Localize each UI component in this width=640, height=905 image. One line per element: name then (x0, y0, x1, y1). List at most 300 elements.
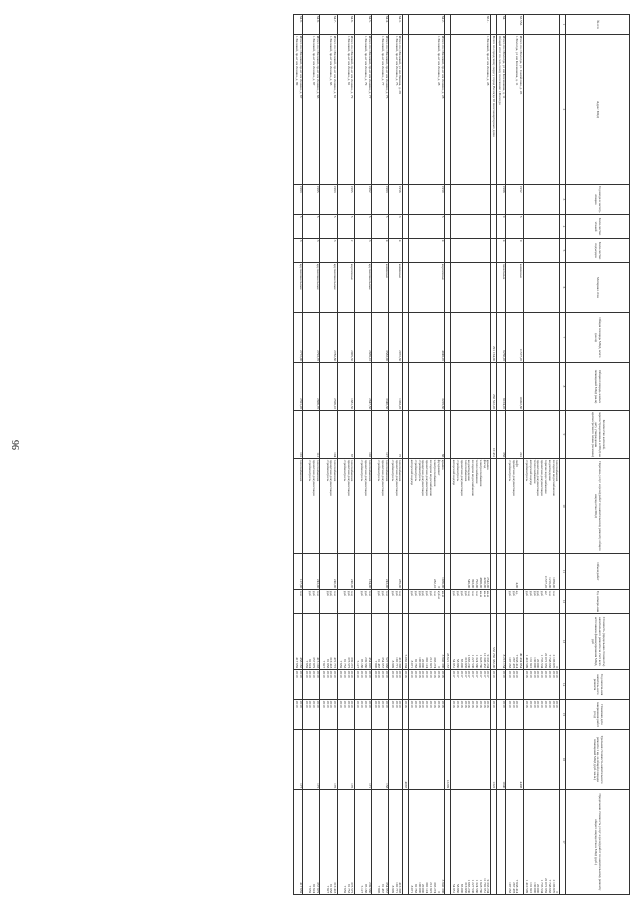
cell-end: 2019 2019 2019 2019 2019 2019 2019 2019 2018 (523, 670, 559, 700)
cell-unitcost: 1322 (491, 730, 497, 790)
cell-end: 2019 2019 2019 (389, 670, 402, 700)
cell-plan: 2019 (491, 700, 497, 730)
cell-vol: 243,00 (372, 554, 389, 590)
cell-vol: 243,00 (303, 554, 320, 590)
cell-entr (402, 239, 408, 263)
cell-addr: Итого по г.Великий, пр-кт им Ленина, д. 28 г. Великий, пр-кт им Ленина, д. 28 (408, 35, 444, 185)
cell-mat: крупнопанельные (303, 263, 320, 313)
cell-area: 291 164,90 (491, 313, 497, 363)
cell-no (402, 15, 408, 35)
capital-repair-table (293, 14, 630, 895)
table-row (408, 15, 444, 895)
cell-mat: каменные (389, 263, 402, 313)
cell-addr (523, 35, 559, 185)
cell-living (450, 363, 490, 411)
cell-end: 2018 2018 2018 2019 2019 2019 2018 2019 2019 (408, 670, 444, 700)
table-body (293, 15, 559, 895)
cell-mat: крупнопанельные (320, 263, 337, 313)
cell-floors: 5 (408, 215, 444, 239)
cell-people: 104 (320, 411, 337, 459)
cell-addr: г. Великий, пр-кт им Ленина, д. 28 (450, 35, 490, 185)
cell-mat (445, 263, 451, 313)
cell-floors: 5 (293, 215, 303, 239)
column-number: 4 (560, 215, 566, 239)
column-header: Коли-чество этажей (566, 215, 630, 239)
column-header: Год оконча-ния капиталь-ного ремонта (566, 670, 630, 700)
cell-unit: ед. руб руб (506, 590, 523, 614)
cell-people: 72 (389, 411, 402, 459)
column-number: 5 (560, 239, 566, 263)
column-header: Перечень услуг и (или) работ по капитальному ремонту общего имущества МКД (566, 459, 630, 554)
cell-people (523, 411, 559, 459)
cell-no: 64.6. (337, 15, 354, 35)
cell-floors: 9 (496, 215, 506, 239)
column-header: Общая площадь жилых помещений МКД (кв.м) (566, 363, 630, 411)
table-row (389, 15, 402, 895)
cell-entr: 4 (496, 239, 506, 263)
cell-mat: каменные (372, 263, 389, 313)
cell-entr (491, 239, 497, 263)
cell-area: 2839,10 (355, 313, 372, 363)
table-row (372, 15, 389, 895)
cell-end: 2019 2019 2019 2019 (355, 670, 372, 700)
table-row (523, 15, 559, 895)
cell-limit (445, 790, 451, 895)
cell-floors (402, 215, 408, 239)
cell-living: 2596,10 (320, 363, 337, 411)
table-header-row (566, 15, 630, 895)
cell-year: 1963 (372, 185, 389, 215)
table-row (337, 15, 354, 895)
cell-floors (445, 215, 451, 239)
cell-cost: 49 434 854 7 838 414 267 478 107 263 (506, 614, 523, 670)
cell-floors (523, 215, 559, 239)
cell-limit: 416 398 102 771 8 909 (389, 790, 402, 895)
cell-unitcost: 176 (320, 730, 337, 790)
cell-floors: 3 (389, 215, 402, 239)
cell-plan: 2019 2019 2019 (389, 700, 402, 730)
column-header: Ед. измере-ния (566, 590, 630, 614)
cell-unitcost: 4498 (506, 730, 523, 790)
cell-area (523, 313, 559, 363)
cell-unit: кв.м кв.м кв.м п.м п.м п.м руб руб руб руб (450, 590, 490, 614)
column-header: Коли-чество подъездов (566, 239, 630, 263)
cell-year: 1988 (496, 185, 506, 215)
cell-mat (402, 263, 408, 313)
column-number: 16 (560, 730, 566, 790)
cell-mat (523, 263, 559, 313)
cell-mat: кирпичные (337, 263, 354, 313)
cell-end (445, 670, 451, 700)
cell-entr (523, 239, 559, 263)
cell-people (445, 411, 451, 459)
cell-cost: 415 103 357 879 92 624 7 659 (303, 614, 320, 670)
cell-works: крыша фундамент электроснабжение холодное водоснабжение проектная документация проектная документация стройконтроль стройконтроль авторский надзор (408, 459, 444, 554)
cell-cost: 28 621 157 (445, 614, 451, 670)
cell-year (450, 185, 490, 215)
column-header: Материал стен (566, 263, 630, 313)
cell-addr: Итого по г.Великий, пр-кт им Ленина, д. 75 г. Великий, пр-кт им Ленина, д. 77 (372, 35, 389, 185)
cell-mat: каменные (506, 263, 523, 313)
table-row (355, 15, 372, 895)
cell-end: 2019 2019 2019 2019 (337, 670, 354, 700)
cell-limit: 7 838 414 267 478 107 263 (506, 790, 523, 895)
cell-living: 250 522,20 (491, 363, 497, 411)
cell-works (402, 459, 408, 554)
cell-people: 66 (408, 411, 444, 459)
column-number: 6 (560, 263, 566, 313)
cell-no (523, 15, 559, 35)
cell-area (402, 313, 408, 363)
cell-living (523, 363, 559, 411)
cell-vol: 4,00 (506, 554, 523, 590)
cell-limit: 9 333 234 11 702 951 1 828 780 1 324 580 1 227 536 1 665 230 316 836 65 000 58 860 54 851 (450, 790, 490, 895)
cell-plan: 2019 2019 2019 2019 (320, 700, 337, 730)
cell-limit: 239 560 95 186 5 127 (355, 790, 372, 895)
cell-unit: п.м руб руб (372, 590, 389, 614)
cell-unitcost: 1040 (496, 730, 506, 790)
cell-no: 66.1. (450, 15, 490, 35)
cell-area: 2772,00 (293, 313, 303, 363)
cell-unitcost (408, 730, 444, 790)
cell-floors: 5 (320, 215, 337, 239)
cell-limit: 0 2 196 870 7 748 683 22 072 959 1 735 534 20 000 130 000 131 822 1 410 509 (523, 790, 559, 895)
cell-living: 2591,20 (293, 363, 303, 411)
column-header: Удельная стоимость капитального ремонта 1 кв. м общей площади помещений МКД (руб./кв.м.) (566, 730, 630, 790)
cell-limit: 373 575 91 753 7 659 (337, 790, 354, 895)
cell-cost: 5 062 084 (402, 614, 408, 670)
cell-cost: 8 213 154 (496, 614, 506, 670)
cell-living (402, 363, 408, 411)
page-number: 96 (11, 440, 22, 450)
cell-no: 64.5. (355, 15, 372, 35)
cell-limit: 354 957 91 467 7 896 (372, 790, 389, 895)
cell-area: 9250,20 (496, 313, 506, 363)
cell-no: 64.7. (320, 15, 337, 35)
cell-vol (491, 554, 497, 590)
cell-plan: 2019 2019 2019 2019 (372, 700, 389, 730)
column-number: 17 (560, 790, 566, 895)
cell-year: 1965 (337, 185, 354, 215)
column-number: 12 (560, 590, 566, 614)
cell-plan: 2019 (496, 700, 506, 730)
cell-floors: 5 (506, 215, 523, 239)
cell-entr: 4 (389, 239, 402, 263)
cell-year (491, 185, 497, 215)
cell-entr: 3 (355, 239, 372, 263)
cell-addr: Итого по г.Великий, пр-кт им Ленина, д. 83 г. Великий, пр-кт им Ленина, д. 87 (303, 35, 320, 185)
column-header: Плановая дата завершения работ (год) (566, 700, 630, 730)
table-row (496, 15, 506, 895)
cell-no: 64.8. (303, 15, 320, 35)
cell-entr: 3 (303, 239, 320, 263)
cell-end: 2019 2019 2019 (506, 670, 523, 700)
cell-cost: 416 398 102 771 8 909 (389, 614, 402, 670)
column-header: Стоимость (предельная стоимость) капитального ремонта за счет всех источников финансирования МКД, руб (566, 614, 630, 670)
cell-entr (450, 239, 490, 263)
cell-cost: 0 2 196 870 7 748 683 22 072 959 1 735 534 20 000 130 000 131 822 1 410 509 (523, 614, 559, 670)
cell-entr: 4 (372, 239, 389, 263)
cell-cost: 458 162 417 659 (293, 614, 303, 670)
cell-plan: 2018 2018 2018 2019 2019 2019 2018 2019 2019 (408, 700, 444, 730)
cell-limit: 3 942 396 0 393 274 212 825 302 124 20 000 100 000 92 783 8 071 (408, 790, 444, 895)
cell-living: 3229,60 (408, 363, 444, 411)
cell-works: газоснабжение проектная документация стройконтроль (389, 459, 402, 554)
cell-vol: 240,00 (337, 554, 354, 590)
cell-unitcost (450, 730, 490, 790)
cell-unit: п.м руб руб (355, 590, 372, 614)
cell-works (496, 459, 506, 554)
cell-unitcost: 12209 (445, 730, 451, 790)
cell-living: 1881,50 (337, 363, 354, 411)
cell-area: 3583,90 (372, 313, 389, 363)
cell-year (523, 185, 559, 215)
cell-vol: 1058,00 1216,00 11577,20 (523, 554, 559, 590)
cell-floors: 5 (355, 215, 372, 239)
cell-addr (402, 35, 408, 185)
table-row (491, 15, 497, 895)
column-header: Адрес МКД (566, 35, 630, 185)
cell-people (402, 411, 408, 459)
cell-works: лифт проектная документация стройконтроль (506, 459, 523, 554)
cell-unitcost: 158 (372, 730, 389, 790)
cell-unitcost: 4087 (402, 730, 408, 790)
column-number: 13 (560, 614, 566, 670)
cell-year: 1959 (408, 185, 444, 215)
cell-works: газоснабжение проектная документация стройконтроль (320, 459, 337, 554)
cell-entr: 3 (293, 239, 303, 263)
cell-vol: 285,00 (389, 554, 402, 590)
cell-plan: 2019 2019 2019 2019 (303, 700, 320, 730)
cell-entr (445, 239, 451, 263)
cell-end: 2019 2019 2019 2019 (320, 670, 337, 700)
cell-addr (445, 35, 451, 185)
cell-mat: крупнопанельные (293, 263, 303, 313)
column-number: 1 (560, 15, 566, 35)
cell-year (445, 185, 451, 215)
column-number: 7 (560, 313, 566, 363)
cell-addr: Итого по г.Великий, ул им Ленина, д. 28 г. Великий, пр-кт им Ленина, д. 75 (389, 35, 402, 185)
cell-plan: 2019 2019 (293, 700, 303, 730)
cell-plan: 2018 (402, 700, 408, 730)
cell-addr: Итого по г.Вологда, ул им Козленкова, д. 11 Общий итог по сельскому поселению г.Вологда (496, 35, 506, 185)
cell-mat (450, 263, 490, 313)
cell-no: 64. (496, 15, 506, 35)
cell-works: газоснабжение проектная документация стройконтроль (355, 459, 372, 554)
column-number: 2 (560, 35, 566, 185)
cell-area: 2072,30 (389, 313, 402, 363)
cell-end: 2019 2019 2019 2019 (372, 670, 389, 700)
cell-people: 112 (303, 411, 320, 459)
cell-mat: крупнопанельные (355, 263, 372, 313)
cell-cost: 472 772 316 418 91 858 7 827 (320, 614, 337, 670)
cell-limit: 357 879 92 624 7 659 (303, 790, 320, 895)
cell-floors (491, 215, 497, 239)
cell-cost: 454 020 239 560 95 186 5 127 (355, 614, 372, 670)
cell-unitcost (523, 730, 559, 790)
column-number: 14 (560, 670, 566, 700)
cell-unit: п.м руб руб (389, 590, 402, 614)
column-header: Общая площадь МКД, всего (кв.м) (566, 313, 630, 363)
cell-addr: Всего по городскому округу город Вологда 92 многоквартирных дома (491, 35, 497, 185)
cell-living: 1363,20 (389, 363, 402, 411)
cell-vol: 164,00 (355, 554, 372, 590)
cell-works (445, 459, 451, 554)
cell-mat: панельные (496, 263, 506, 313)
table-row (303, 15, 320, 895)
cell-vol (402, 554, 408, 590)
cell-people: 101 (293, 411, 303, 459)
cell-year: 1963 (293, 185, 303, 215)
cell-people: 67 (337, 411, 354, 459)
cell-end: 2019 (491, 670, 497, 700)
cell-people: 127 (372, 411, 389, 459)
cell-mat: кирпичные (408, 263, 444, 313)
cell-mat (491, 263, 497, 313)
cell-area: 2005,30 (337, 313, 354, 363)
column-number: 8 (560, 363, 566, 411)
cell-vol: 240,00 (320, 554, 337, 590)
column-header: Год ввода в эксплу-атацию (566, 185, 630, 215)
cell-limit: 417 659 (293, 790, 303, 895)
cell-no (445, 15, 451, 35)
cell-living: 2647,50 (355, 363, 372, 411)
cell-end: 2018 (402, 670, 408, 700)
cell-unit (402, 590, 408, 614)
cell-cost: 9 333 234 12 346 432 1 828 780 1 324 580 1 227 536 1 665 230 316 836 65 000 58 860 54 851 (450, 614, 490, 670)
cell-addr: Итого по г.Великий, пр-кт им Ленина, д. 79 г. Великий, пр-кт им Ленина, д. 81 (337, 35, 354, 185)
column-number: 15 (560, 700, 566, 730)
cell-plan: 2019 2019 2019 2019 (337, 700, 354, 730)
cell-works: крыша фасад электроснабжение теплоснабжение холодное водоснабжение водоотведение газоснабжение проектная документация стройконтроль авторский надзор (450, 459, 490, 554)
cell-vol: 2542,00 4220,00 4898,00 792,00 393,00 546,00 (450, 554, 490, 590)
cell-people (450, 411, 490, 459)
cell-unit: п.м (293, 590, 303, 614)
column-header: № п/п (566, 15, 630, 35)
cell-people: 356 (496, 411, 506, 459)
column-number: 10 (560, 459, 566, 554)
cell-addr: Итого по г.Великий, пр-кт им Ленина, д. 77 г. Великий, пр-кт им Ленина, д. 79 (355, 35, 372, 185)
cell-unit (491, 590, 497, 614)
cell-cost: 3 942 396 0 393 274 212 825 302 124 20 000 100 000 92 783 8 071 (408, 614, 444, 670)
cell-year (402, 185, 408, 215)
cell-unitcost (389, 730, 402, 790)
cell-no: 64.4. (372, 15, 389, 35)
cell-floors: 5 (303, 215, 320, 239)
column-number: 3 (560, 185, 566, 215)
cell-area: 2782,80 (320, 313, 337, 363)
cell-limit: 316 418 91 858 7 827 (320, 790, 337, 895)
cell-floors: 5 (337, 215, 354, 239)
table-row (450, 15, 490, 895)
cell-year: 1963 (320, 185, 337, 215)
cell-area: 4048,20 (408, 313, 444, 363)
cell-no: 64.2. (408, 15, 444, 35)
cell-plan: 2019 2019 2019 (506, 700, 523, 730)
cell-works: газоснабжение проектная документация стройконтроль (372, 459, 389, 554)
cell-works (491, 459, 497, 554)
column-header: Предельная стоимость услуг и (или) работ по капитальному ремонту общего имущества в МКД (руб.) (566, 790, 630, 895)
cell-living: 10492,80 (506, 363, 523, 411)
cell-end: 2019 2019 (293, 670, 303, 700)
cell-vol: 1036,00 0 282,10 (408, 554, 444, 590)
cell-no: 63.553. (506, 15, 523, 35)
cell-unitcost: 175 (303, 730, 320, 790)
cell-limit (402, 790, 408, 895)
cell-entr: 9 (506, 239, 523, 263)
cell-unitcost: 171 (355, 730, 372, 790)
cell-area: 2793,70 (303, 313, 320, 363)
cell-addr: Итого по г.Великий, пр-кт им Ленина, д. 87 г. Великий, пр-кт им Ленина, д. 89 (293, 35, 303, 185)
cell-works: газоснабжение (293, 459, 303, 554)
cell-unit: п.м руб руб (303, 590, 320, 614)
cell-vol (496, 554, 506, 590)
cell-living: 3340,30 (372, 363, 389, 411)
cell-unit (496, 590, 506, 614)
cell-entr: 2 (337, 239, 354, 263)
cell-year: 1952 (506, 185, 523, 215)
cell-works: газоснабжение проектная документация стройконтроль (303, 459, 320, 554)
column-number: 9 (560, 411, 566, 459)
cell-unit: п.м руб руб (337, 590, 354, 614)
cell-entr: 4 (408, 239, 444, 263)
cell-people: 241 (506, 411, 523, 459)
cell-limit (491, 790, 497, 895)
cell-cost: 532 250 382,00 (491, 614, 497, 670)
cell-vol: 127,00 (293, 554, 303, 590)
cell-cost: 527 988 354 957 91 467 7 896 (372, 614, 389, 670)
table-row (320, 15, 337, 895)
cell-unit (445, 590, 451, 614)
cell-plan: 2019 2019 2019 2019 (355, 700, 372, 730)
cell-unit: п.м руб руб (320, 590, 337, 614)
cell-living: 2606,70 (303, 363, 320, 411)
cell-living: 8104,20 (496, 363, 506, 411)
cell-vol (445, 554, 451, 590)
cell-floors (450, 215, 490, 239)
cell-area (450, 313, 490, 363)
cell-year: 1965 (303, 185, 320, 215)
cell-year: 1956 (389, 185, 402, 215)
cell-area (445, 313, 451, 363)
column-number: 11 (560, 554, 566, 590)
cell-end: 2017 2017 2017 2017 2017 2017 2017 2017 2017 2017 (450, 670, 490, 700)
cell-living (445, 363, 451, 411)
table-row (293, 15, 303, 895)
column-header: Объем работ (566, 554, 630, 590)
cell-plan: 2019 2019 2019 2019 2019 2019 2019 2019 2018 (523, 700, 559, 730)
cell-unitcost: 177 (293, 730, 303, 790)
cell-area: 11577,20 (506, 313, 523, 363)
column-header: Количество жителей, зарегистри-рованных в МКД на дату утверждения краткосрочного плана (человек) (566, 411, 630, 459)
cell-addr: Итого по г.Великий, пр-кт им Ленина, д. 81 г. Великий, пр-кт им Ленина, д. 83 (320, 35, 337, 185)
cell-plan (445, 700, 451, 730)
cell-unitcost: 176 (337, 730, 354, 790)
cell-limit (496, 790, 506, 895)
cell-addr: Итого по г.Вологда, ул. Самойлова, д. 26 г. Вологда, ул им Козленкова, д. 11 (506, 35, 523, 185)
cell-unit: п.м п.м м2 руб руб руб руб руб (523, 590, 559, 614)
cell-end: 2019 2019 2019 2019 (303, 670, 320, 700)
cell-works: газоснабжение проектная документация стройконтроль (337, 459, 354, 554)
cell-people: 10 431 (491, 411, 497, 459)
cell-no (491, 15, 497, 35)
cell-no: 64.3. (389, 15, 402, 35)
cell-works: газоснабжение холодное водоснабжение водоотведение горячее водоснабжение проектная документация проектная документация теплоснабжение авторский надзор стройконтроль (523, 459, 559, 554)
cell-no: 64.9. (293, 15, 303, 35)
cell-entr: 3 (320, 239, 337, 263)
cell-people: 102 (355, 411, 372, 459)
cell-end: 2019 (496, 670, 506, 700)
